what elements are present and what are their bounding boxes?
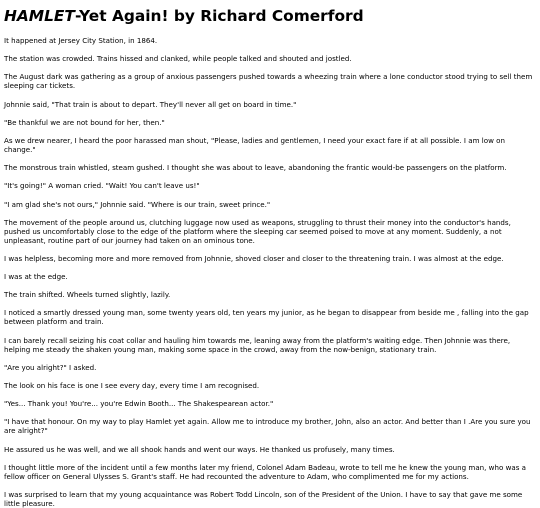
paragraph: The monstrous train whistled, steam gushed. I thought she was about to leave, abandoning the frantic would-be passengers on the platform. xyxy=(4,163,507,173)
paragraph: I was at the edge. xyxy=(4,272,68,282)
paragraph: As we drew nearer, I heard the poor harassed man shout, "Please, ladies and gentlemen, I need your exact fare if at all possible. I am low on change." xyxy=(4,135,505,154)
article-title-play-name: HAMLET xyxy=(4,7,75,25)
paragraph: "Be thankful we are not bound for her, then." xyxy=(4,117,165,127)
paragraph: It happened at Jersey City Station, in 1864. xyxy=(4,36,158,45)
paragraph: I thought little more of the incident until a few months later my friend, Colonel Adam Badeau, wrote to tell me he knew the young man, who was a fellow officer on General Ulysses S. Grant's staff. He had recounted the adventure to Adam, who complimented me for my actions. xyxy=(4,462,527,481)
paragraph: "It's going!" A woman cried. "Wait! You can't leave us!" xyxy=(4,181,200,191)
paragraph: The look on his face is one I see every day, every time I am recognised. xyxy=(4,381,260,390)
paragraph: The station was crowded. Trains hissed and clanked, while people talked and shouted and jostled. xyxy=(4,54,352,64)
paragraph: I was surprised to learn that my young acquaintance was Robert Todd Lincoln, son of the President of the Union. I have to say that gave me some little pleasure. xyxy=(4,489,523,508)
paragraph: "I am glad she's not ours," Johnnie said. "Where is our train, sweet prince." xyxy=(4,199,271,209)
paragraph: I noticed a smartly dressed young man, some twenty years old, ten years my junior, as he began to disappear from beside me , falling into the gap between platform and train. xyxy=(4,308,529,327)
article-title-byline: -Yet Again! by Richard Comerford xyxy=(74,7,364,25)
paragraph: I was helpless, becoming more and more removed from Johnnie, shoved closer and closer to the threatening train. I was almost at the edge. xyxy=(4,253,504,263)
paragraph: He assured us he was well, and we all shook hands and went our ways. He thanked us profusely, many times. xyxy=(4,444,395,454)
article-title xyxy=(4,6,536,26)
article-body xyxy=(4,36,536,508)
paragraph: "Are you alright?" I asked. xyxy=(4,362,97,372)
paragraph: "Yes... Thank you! You're... you're Edwin Booth... The Shakespearean actor." xyxy=(4,399,274,409)
paragraph: I can barely recall seizing his coat collar and hauling him towards me, leaning away from the platform's waiting edge. Then Johnnie was there, helping me steady the shaken young man, making some space in the crowd, away from the now-benign, stationary train. xyxy=(4,335,511,354)
paragraph: The August dark was gathering as a group of anxious passengers pushed towards a wheezing train where a lone conductor stood trying to sell them sleeping car tickets. xyxy=(4,72,533,91)
paragraph: "I have that honour. On my way to play Hamlet yet again. Allow me to introduce my brother, John, also an actor. And better than I .Are you sure you are alright?" xyxy=(4,417,531,436)
paragraph: Johnnie said, "That train is about to depart. They'll never all get on board in time." xyxy=(4,99,297,109)
paragraph: The train shifted. Wheels turned slightly, lazily. xyxy=(4,290,171,300)
paragraph: The movement of the people around us, clutching luggage now used as weapons, struggling to thrust their money into the conductor's hands, pushed us uncomfortably close to the edge of the platform where the sleeping car seemed poised to move at any moment. Suddenly, a not unpleasant, routine part of our journey had taken on an ominous tone. xyxy=(4,217,511,245)
